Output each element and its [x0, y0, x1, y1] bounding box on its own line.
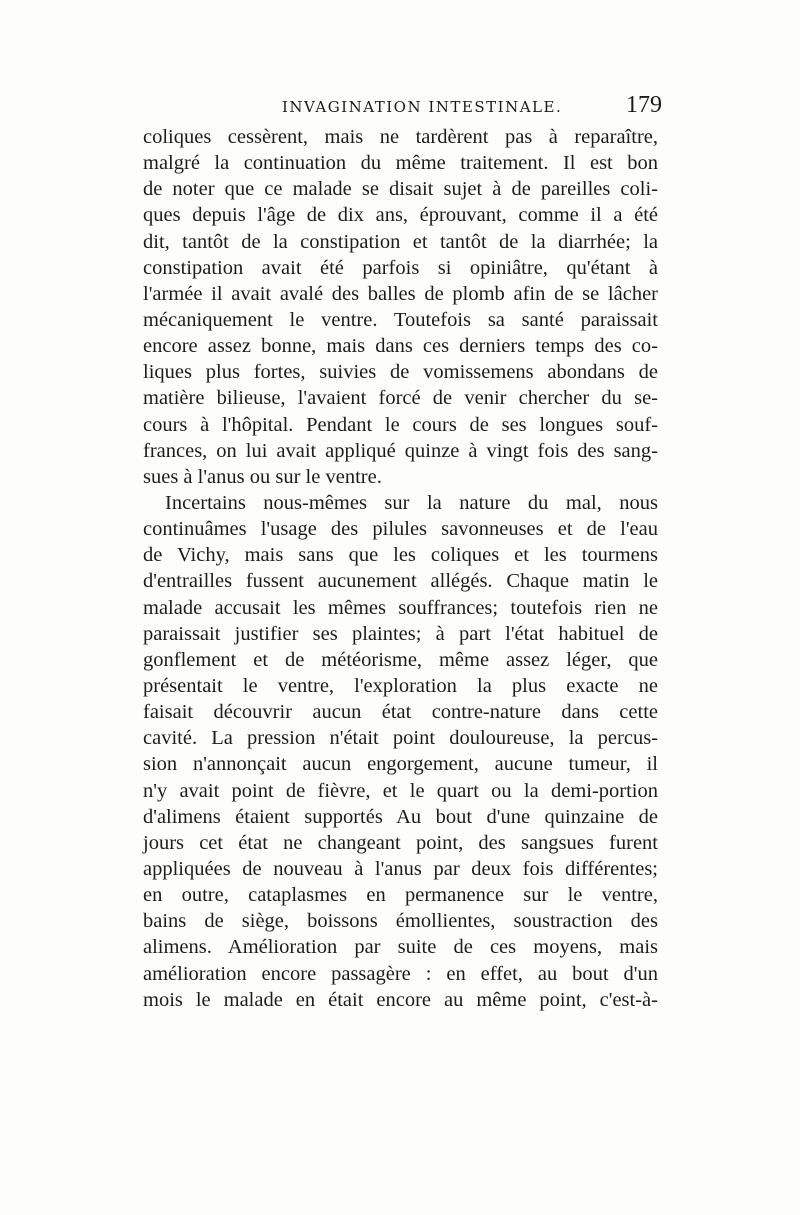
text-line: de Vichy, mais sans que les coliques et les tourmens	[143, 544, 658, 567]
text-line: faisait découvrir aucun état contre-nature dans cette	[143, 701, 658, 724]
text-line: coliques cessèrent, mais ne tardèrent pas à reparaître,	[143, 126, 658, 148]
text-line: mois le malade en était encore au même point, c'est-à-	[143, 988, 658, 1011]
text-line: continuâmes l'usage des pilules savonneuses et de l'eau	[143, 518, 658, 541]
text-line: amélioration encore passagère : en effet, au bout d'un	[143, 962, 658, 985]
text-line: d'entrailles fussent aucunement allégés. Chaque matin le	[143, 570, 658, 593]
text-line: en outre, cataplasmes en permanence sur le ventre,	[143, 884, 658, 907]
text-line: constipation avait été parfois si opiniâtre, qu'étant à	[143, 256, 658, 279]
running-title: INVAGINATION INTESTINALE.	[282, 98, 563, 116]
text-line: liques plus fortes, suivies de vomissemens abondans de	[143, 361, 658, 384]
text-line: l'armée il avait avalé des balles de plomb afin de se lâcher	[143, 282, 658, 305]
text-line: jours cet état ne changeant point, des sangsues furent	[143, 831, 658, 854]
paragraph-last-line: sues à l'anus ou sur le ventre.	[143, 465, 382, 488]
text-line: ques depuis l'âge de dix ans, éprouvant, comme il a été	[143, 204, 658, 227]
text-line: appliquées de nouveau à l'anus par deux fois différentes;	[143, 857, 658, 880]
paragraph-first-line: Incertains nous-mêmes sur la nature du mal, nous	[165, 491, 658, 514]
text-line: malgré la continuation du même traitement. Il est bon	[143, 152, 658, 175]
text-line: sion n'annonçait aucun engorgement, aucune tumeur, il	[143, 753, 658, 776]
page-header	[140, 92, 670, 122]
body-text	[143, 124, 658, 1013]
page-number: 179	[626, 92, 662, 118]
text-line: de noter que ce malade se disait sujet à de pareilles coli-	[143, 178, 658, 201]
text-line: encore assez bonne, mais dans ces derniers temps des co-	[143, 335, 658, 358]
text-line: frances, on lui avait appliqué quinze à vingt fois des sang-	[143, 439, 658, 462]
text-line: d'alimens étaient supportés Au bout d'une quinzaine de	[143, 805, 658, 828]
text-line: cavité. La pression n'était point douloureuse, la percus-	[143, 727, 658, 750]
text-line: mécaniquement le ventre. Toutefois sa santé paraissait	[143, 308, 658, 331]
text-line: dit, tantôt de la constipation et tantôt de la diarrhée; la	[143, 230, 658, 253]
text-line: gonflement et de météorisme, même assez léger, que	[143, 648, 658, 671]
text-line: matière bilieuse, l'avaient forcé de venir chercher du se-	[143, 387, 658, 410]
text-line: cours à l'hôpital. Pendant le cours de ses longues souf-	[143, 413, 658, 436]
text-line: présentait le ventre, l'exploration la plus exacte ne	[143, 674, 658, 697]
text-line: n'y avait point de fièvre, et le quart ou la demi-portion	[143, 779, 658, 802]
text-line: paraissait justifier ses plaintes; à part l'état habituel de	[143, 622, 658, 645]
text-line: alimens. Amélioration par suite de ces moyens, mais	[143, 936, 658, 959]
text-line: malade accusait les mêmes souffrances; toutefois rien ne	[143, 596, 658, 619]
text-line: bains de siège, boissons émollientes, soustraction des	[143, 910, 658, 933]
